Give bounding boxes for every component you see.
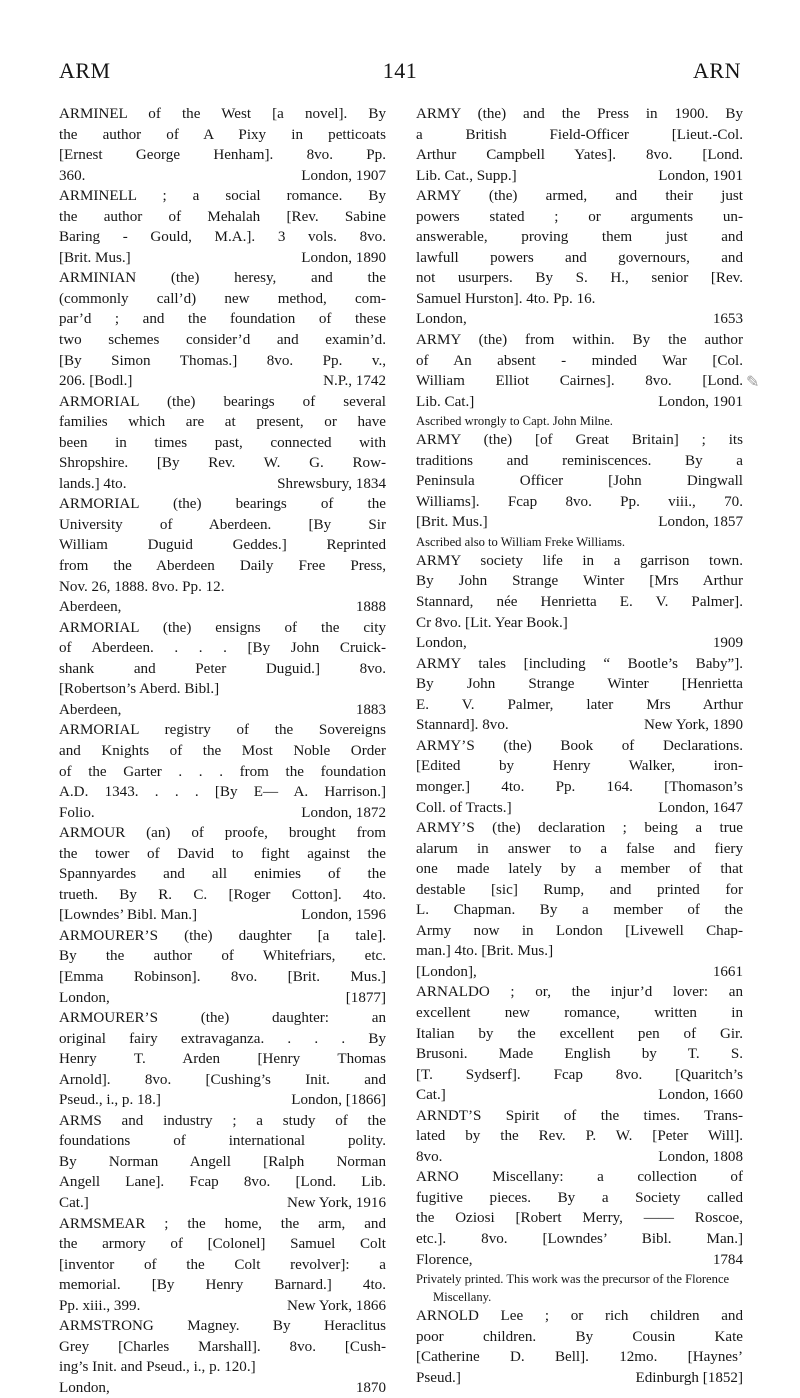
entry-line: Shropshire. [By Rev. W. G. Row- bbox=[59, 455, 386, 472]
entry-line: 360. London, 1907 bbox=[59, 167, 386, 184]
catalogue-entry bbox=[59, 1008, 386, 1111]
catalogue-entry bbox=[59, 720, 386, 823]
entry-line: memorial. [By Henry Barnard.] 4to. bbox=[59, 1277, 386, 1294]
entry-line: and Knights of the Most Noble Order bbox=[59, 742, 386, 759]
entry-line: Folio. London, 1872 bbox=[59, 804, 386, 821]
entry-line: [Ernest George Henham]. 8vo. Pp. bbox=[59, 147, 386, 164]
entry-line: ARMY (the) armed, and their just bbox=[416, 188, 743, 205]
entry-line: Arnold]. 8vo. [Cushing’s Init. and bbox=[59, 1071, 386, 1088]
entry-line: man.] 4to. [Brit. Mus.] bbox=[416, 943, 554, 960]
page-number: 141 bbox=[382, 58, 418, 83]
entry-line: Cat.] New York, 1916 bbox=[59, 1194, 386, 1211]
header-left-guide-word: ARM bbox=[59, 58, 111, 83]
entry-line: ARMY’S (the) declaration ; being a true bbox=[416, 820, 743, 837]
entry-line: E. V. Palmer, later Mrs Arthur bbox=[416, 696, 743, 713]
entry-line: ARMSTRONG Magney. By Heraclitus bbox=[59, 1318, 386, 1335]
entry-line: ARMINIAN (the) heresy, and the bbox=[59, 270, 386, 287]
entry-line: ARMINEL of the West [a novel]. By bbox=[59, 106, 386, 122]
entry-line: Baring - Gould, M.A.]. 3 vols. 8vo. bbox=[59, 229, 386, 246]
catalogue-entry bbox=[59, 494, 386, 617]
entry-line: ARMORIAL (the) ensigns of the city bbox=[59, 619, 386, 636]
entry-line: Lib. Cat.] London, 1901 bbox=[416, 393, 743, 410]
margin-annotation: ✎ bbox=[746, 374, 760, 391]
entry-line: [Brit. Mus.] London, 1890 bbox=[59, 249, 386, 266]
entry-line: Brusoni. Made English by T. S. bbox=[416, 1046, 743, 1063]
entry-line: Cat.] London, 1660 bbox=[416, 1087, 743, 1104]
entry-line: Stannard]. 8vo. New York, 1890 bbox=[416, 717, 743, 734]
entry-line: the tower of David to fight against the bbox=[59, 845, 386, 862]
entry-line: ing’s Init. and Pseud., i., p. 120.] bbox=[59, 1359, 256, 1376]
catalogue-entry bbox=[59, 823, 386, 926]
entry-line: [Edited by Henry Walker, iron- bbox=[416, 758, 743, 775]
entry-line: Stannard, née Henrietta E. V. Palmer]. bbox=[416, 594, 743, 611]
entry-line: Grey [Charles Marshall]. 8vo. [Cush- bbox=[59, 1338, 386, 1355]
entry-line: families which are at present, or have bbox=[59, 414, 386, 431]
entry-line: of An absent - minded War [Col. bbox=[416, 352, 743, 369]
catalogue-entry bbox=[416, 736, 743, 818]
entry-line: Coll. of Tracts.] London, 1647 bbox=[416, 799, 743, 816]
entry-line: [Lowndes’ Bibl. Man.] London, 1596 bbox=[59, 907, 386, 924]
header-right-guide-word: ARN bbox=[693, 58, 741, 83]
catalogue-entry bbox=[59, 618, 386, 721]
entry-line: ARMORIAL (the) bearings of the bbox=[59, 496, 386, 513]
entry-line: By John Strange Winter [Mrs Arthur bbox=[416, 573, 743, 590]
catalogue-entry bbox=[416, 104, 743, 186]
entry-line: [Catherine D. Bell]. 12mo. [Haynes’ bbox=[416, 1349, 743, 1366]
catalogue-entry bbox=[416, 1167, 743, 1306]
entry-line: Aberdeen, 1883 bbox=[59, 701, 386, 718]
entry-line: By John Strange Winter [Henrietta bbox=[416, 676, 743, 693]
entry-line: Pseud., i., p. 18.] London, [1866] bbox=[59, 1092, 386, 1109]
entry-line: monger.] 4to. Pp. 164. [Thomason’s bbox=[416, 778, 743, 795]
entry-line: London, 1909 bbox=[416, 635, 743, 652]
entry-line: one made lately by a member of that bbox=[416, 861, 743, 878]
entry-line: L. Chapman. By a member of the bbox=[416, 902, 743, 919]
entry-line: a British Field-Officer [Lieut.-Col. bbox=[416, 126, 743, 143]
catalogue-entry bbox=[59, 1111, 386, 1214]
entry-line: excellent new romance, written in bbox=[416, 1004, 743, 1021]
catalogue-entry bbox=[59, 1316, 386, 1398]
entry-line: (commonly call’d) new method, com- bbox=[59, 290, 386, 307]
entry-line: 206. [Bodl.] N.P., 1742 bbox=[59, 373, 386, 390]
entry-line: shank and Peter Duguid.] 8vo. bbox=[59, 660, 386, 677]
catalogue-entry bbox=[416, 430, 743, 551]
entry-line: Pp. xiii., 399. New York, 1866 bbox=[59, 1297, 386, 1314]
entry-line: of the Garter . . . from the foundation bbox=[59, 763, 386, 780]
entry-line: University of Aberdeen. [By Sir bbox=[59, 516, 386, 533]
entry-line: lawfull powers and governours, and bbox=[416, 249, 743, 266]
entry-line: Lib. Cat., Supp.] London, 1901 bbox=[416, 167, 743, 184]
entry-line: ARMY tales [including “ Bootle’s Baby”]. bbox=[416, 655, 743, 672]
entry-line: Aberdeen, 1888 bbox=[59, 599, 386, 616]
entry-line: ARMOURER’S (the) daughter: an bbox=[59, 1010, 386, 1027]
entry-line: the Oziosi [Robert Merry, —— Roscoe, bbox=[416, 1210, 743, 1227]
entry-line: Arthur Campbell Yates]. 8vo. [Lond. bbox=[416, 147, 743, 164]
entry-line: Peninsula Officer [John Dingwall bbox=[416, 473, 743, 490]
entry-line: Florence, 1784 bbox=[416, 1251, 743, 1268]
catalogue-entry bbox=[59, 926, 386, 1008]
entry-line: William Duguid Geddes.] Reprinted bbox=[59, 537, 386, 554]
entry-line: powers stated ; or arguments un- bbox=[416, 208, 743, 225]
catalogue-entry bbox=[59, 186, 386, 268]
entry-line: ARMS and industry ; a study of the bbox=[59, 1112, 386, 1129]
entry-line: London, [1877] bbox=[59, 989, 386, 1006]
catalogue-entry bbox=[416, 186, 743, 330]
entry-line: trueth. By R. C. [Roger Cotton]. 4to. bbox=[59, 886, 386, 903]
entry-line: Army now in London [Livewell Chap- bbox=[416, 922, 743, 939]
entry-line: lands.] 4to. Shrewsbury, 1834 bbox=[59, 475, 386, 492]
entry-line: poor children. By Cousin Kate bbox=[416, 1328, 743, 1345]
entry-line: foundations of international polity. bbox=[59, 1133, 386, 1150]
entry-line: destable [sic] Rump, and printed for bbox=[416, 881, 743, 898]
entry-line: the author of A Pixy in petticoats bbox=[59, 126, 386, 143]
catalogue-entry bbox=[416, 654, 743, 736]
entry-note: Privately printed. This work was the precursor of the Florence Miscellany. bbox=[416, 1272, 730, 1305]
entry-note: Ascribed also to William Freke Williams. bbox=[416, 534, 626, 549]
running-header bbox=[0, 58, 800, 88]
entry-line: 8vo. London, 1808 bbox=[416, 1148, 743, 1165]
entry-line: been in times past, connected with bbox=[59, 434, 386, 451]
entry-line: the armory of [Colonel] Samuel Colt bbox=[59, 1236, 386, 1253]
entry-line: Italian by the excellent pen of Gir. bbox=[416, 1025, 743, 1042]
entry-line: ARMY (the) and the Press in 1900. By bbox=[416, 106, 743, 122]
entry-line: etc.]. 8vo. [Lowndes’ Bibl. Man.] bbox=[416, 1230, 743, 1247]
catalogue-entry bbox=[416, 1306, 743, 1388]
entry-line: not usurpers. By S. H., senior [Rev. bbox=[416, 270, 743, 287]
entry-line: ARNALDO ; or, the injur’d lover: an bbox=[416, 984, 743, 1001]
entry-line: original fairy extravaganza. . . . By bbox=[59, 1030, 386, 1047]
entry-line: By Norman Angell [Ralph Norman bbox=[59, 1153, 386, 1170]
entry-line: [Emma Robinson]. 8vo. [Brit. Mus.] bbox=[59, 968, 386, 985]
entry-line: Cr 8vo. [Lit. Year Book.] bbox=[416, 614, 568, 631]
entry-line: Henry T. Arden [Henry Thomas bbox=[59, 1051, 386, 1068]
entry-line: London, 1870 bbox=[59, 1379, 386, 1396]
entry-line: ARMY (the) [of Great Britain] ; its bbox=[416, 432, 743, 449]
entry-line: ARNDT’S Spirit of the times. Trans- bbox=[416, 1107, 743, 1124]
entry-line: ARMOUR (an) of proofe, brought from bbox=[59, 825, 386, 842]
catalogue-entry bbox=[416, 330, 743, 430]
catalogue-entry bbox=[59, 1214, 386, 1317]
entry-note: Ascribed wrongly to Capt. John Milne. bbox=[416, 414, 613, 429]
entry-line: William Elliot Cairnes]. 8vo. [Lond. bbox=[416, 373, 743, 390]
entry-line: Nov. 26, 1888. 8vo. Pp. 12. bbox=[59, 578, 225, 595]
left-column bbox=[59, 104, 386, 1398]
entry-line: ARNO Miscellany: a collection of bbox=[416, 1169, 743, 1186]
entry-line: par’d ; and the foundation of these bbox=[59, 311, 386, 328]
entry-line: traditions and reminiscences. By a bbox=[416, 452, 743, 469]
entry-line: the author of Mehalah [Rev. Sabine bbox=[59, 208, 386, 225]
catalogue-entry bbox=[416, 1106, 743, 1168]
entry-line: [Robertson’s Aberd. Bibl.] bbox=[59, 681, 220, 698]
entry-line: two schemes consider’d and examin’d. bbox=[59, 332, 386, 349]
entry-line: from the Aberdeen Daily Free Press, bbox=[59, 558, 386, 575]
entry-line: Williams]. Fcap 8vo. Pp. viii., 70. bbox=[416, 493, 743, 510]
entry-line: ARNOLD Lee ; or rich children and bbox=[416, 1308, 743, 1325]
right-column bbox=[416, 104, 743, 1388]
entry-line: [Brit. Mus.] London, 1857 bbox=[416, 514, 743, 531]
catalogue-entry bbox=[59, 392, 386, 495]
entry-line: ARMSMEAR ; the home, the arm, and bbox=[59, 1215, 386, 1232]
entry-line: Samuel Hurston]. 4to. Pp. 16. bbox=[416, 290, 596, 307]
entry-line: [T. Sydserf]. Fcap 8vo. [Quaritch’s bbox=[416, 1066, 743, 1083]
entry-line: Pseud.] Edinburgh [1852] bbox=[416, 1369, 743, 1386]
entry-line: of Aberdeen. . . . [By John Cruick- bbox=[59, 640, 386, 657]
entry-line: ARMY’S (the) Book of Declarations. bbox=[416, 737, 743, 754]
entry-line: ARMOURER’S (the) daughter [a tale]. bbox=[59, 927, 386, 944]
entry-line: ARMORIAL (the) bearings of several bbox=[59, 393, 386, 410]
catalogue-entry bbox=[416, 551, 743, 654]
catalogue-entry bbox=[416, 818, 743, 982]
catalogue-entry bbox=[416, 982, 743, 1105]
catalogue-entry bbox=[59, 104, 386, 186]
entry-line: ARMY society life in a garrison town. bbox=[416, 552, 743, 569]
entry-line: answerable, proving them just and bbox=[416, 229, 743, 246]
entry-line: Spannyardes and all enimies of the bbox=[59, 866, 386, 883]
entry-line: ARMINELL ; a social romance. By bbox=[59, 188, 386, 205]
entry-line: Angell Lane]. Fcap 8vo. [Lond. Lib. bbox=[59, 1174, 386, 1191]
entry-line: ARMORIAL registry of the Sovereigns bbox=[59, 722, 386, 739]
catalogue-entry bbox=[59, 268, 386, 391]
entry-line: lated by the Rev. P. W. [Peter Will]. bbox=[416, 1128, 743, 1145]
entry-line: A.D. 1343. . . . [By E— A. Harrison.] bbox=[59, 784, 386, 801]
entry-line: [London], 1661 bbox=[416, 963, 743, 980]
entry-line: ARMY (the) from within. By the author bbox=[416, 332, 743, 349]
entry-line: [inventor of the Colt revolver]: a bbox=[59, 1256, 386, 1273]
entry-line: By the author of Whitefriars, etc. bbox=[59, 948, 386, 965]
entry-line: London, 1653 bbox=[416, 311, 743, 328]
entry-line: fugitive pieces. By a Society called bbox=[416, 1189, 743, 1206]
entry-line: alarum in answer to a false and fiery bbox=[416, 840, 743, 857]
entry-line: [By Simon Thomas.] 8vo. Pp. v., bbox=[59, 352, 386, 369]
